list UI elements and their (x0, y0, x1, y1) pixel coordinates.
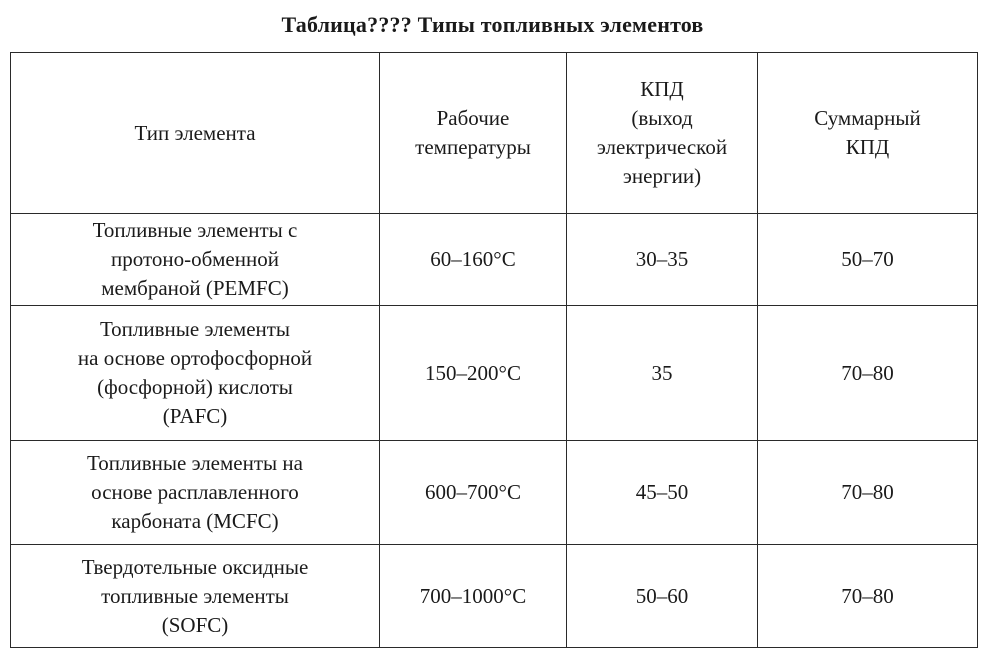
cell-total-efficiency: 70–80 (758, 441, 978, 545)
header-element-type: Тип элемента (11, 53, 380, 214)
table-row (11, 545, 978, 648)
cell-total-efficiency: 70–80 (758, 545, 978, 648)
fuel-cell-types-table (10, 52, 978, 648)
table-row (11, 441, 978, 545)
cell-total-efficiency: 50–70 (758, 214, 978, 306)
cell-element-type: Топливные элементы на основе ортофосфорной (фосфорной) кислоты (PAFC) (11, 306, 380, 441)
cell-element-type: Твердотельные оксидные топливные элементы (SOFC) (11, 545, 380, 648)
cell-element-type: Топливные элементы на основе расплавленного карбоната (MCFC) (11, 441, 380, 545)
table-title: Таблица???? Типы топливных элементов (281, 12, 704, 37)
table-header-row (11, 53, 978, 214)
table-row (11, 214, 978, 306)
cell-efficiency: 45–50 (567, 441, 758, 545)
table-row (11, 306, 978, 441)
header-electrical-efficiency: КПД (выход электрической энергии) (567, 53, 758, 214)
header-operating-temperature: Рабочие температуры (380, 53, 567, 214)
header-total-efficiency: Суммарный КПД (758, 53, 978, 214)
cell-temperature: 60–160°C (380, 214, 567, 306)
cell-efficiency: 50–60 (567, 545, 758, 648)
cell-efficiency: 30–35 (567, 214, 758, 306)
cell-temperature: 150–200°C (380, 306, 567, 441)
cell-efficiency: 35 (567, 306, 758, 441)
cell-temperature: 600–700°C (380, 441, 567, 545)
cell-element-type: Топливные элементы с протоно-обменной мембраной (PEMFC) (11, 214, 380, 306)
cell-total-efficiency: 70–80 (758, 306, 978, 441)
cell-temperature: 700–1000°C (380, 545, 567, 648)
